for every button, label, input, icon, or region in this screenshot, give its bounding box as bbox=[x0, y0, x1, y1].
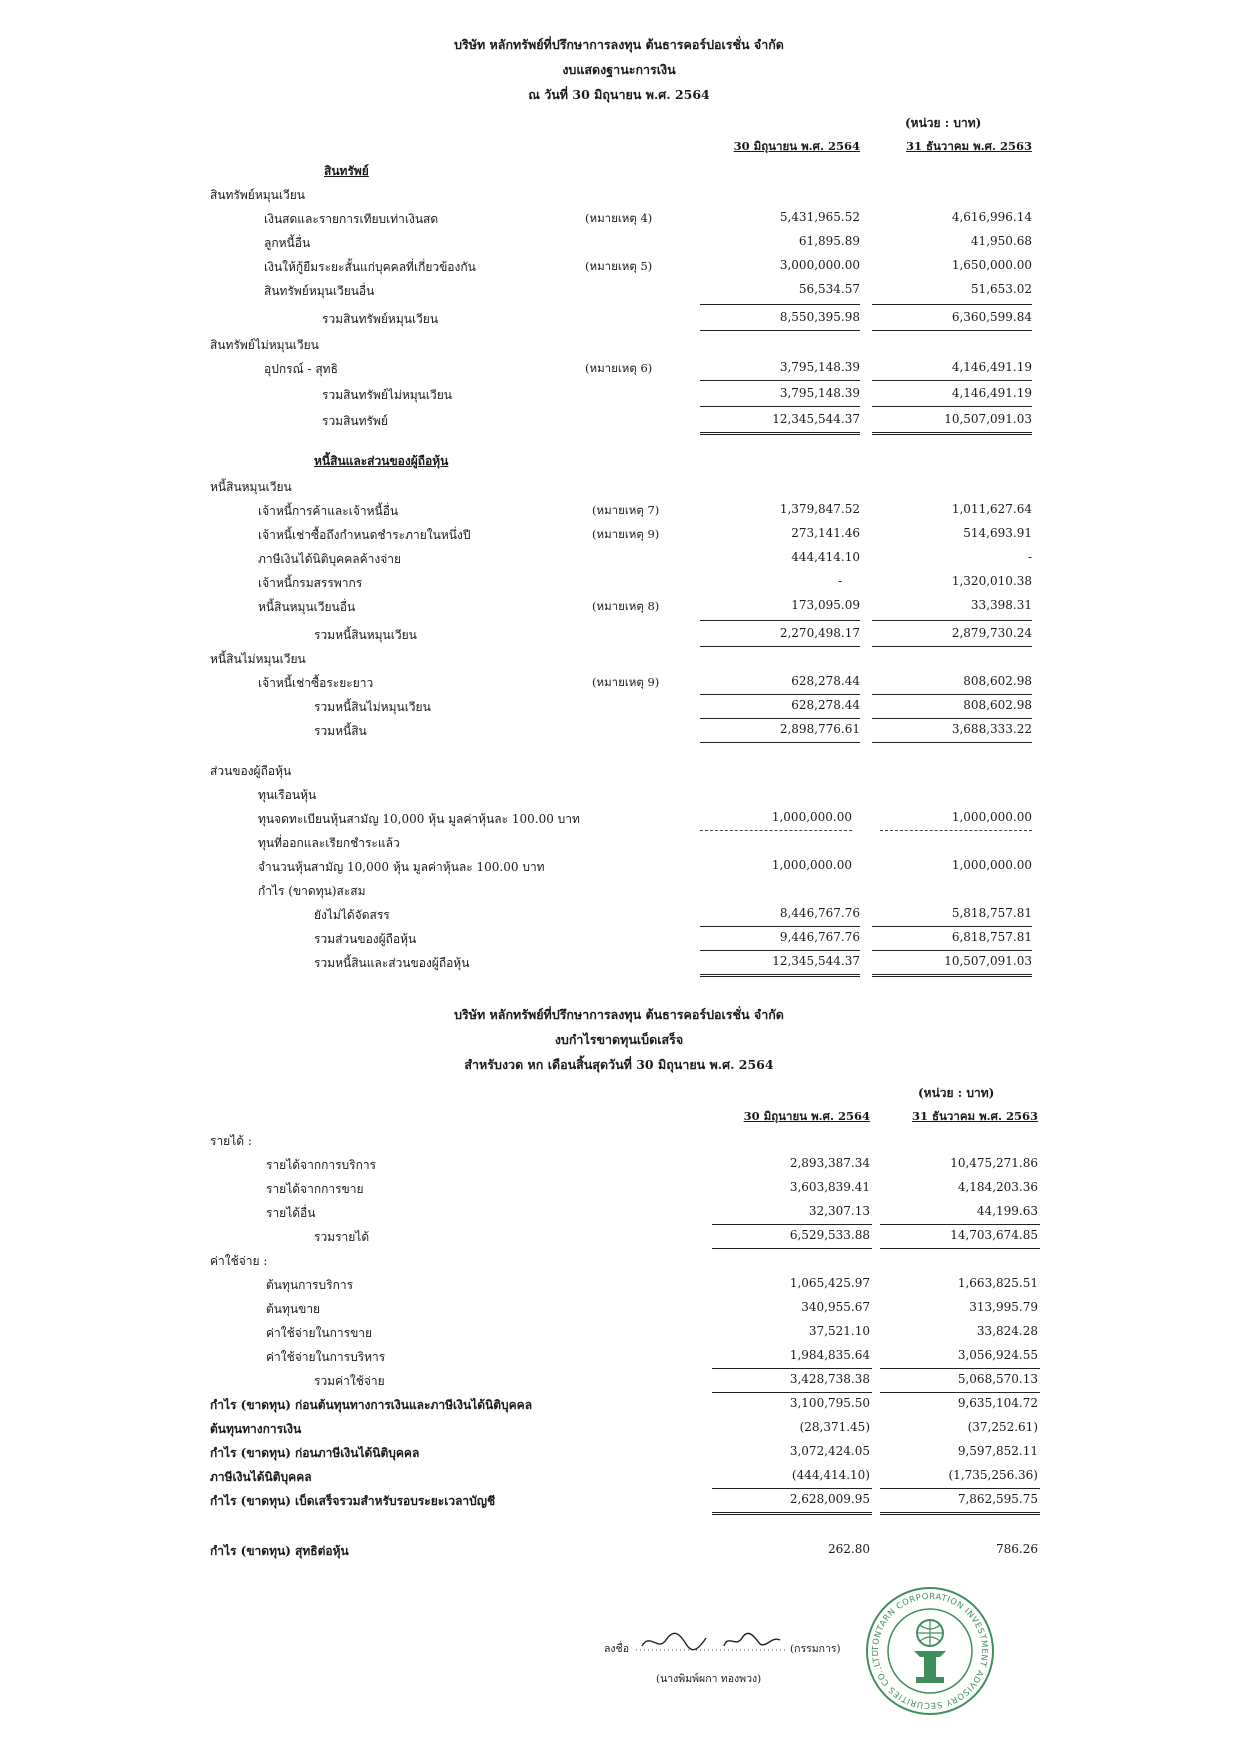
table-row bbox=[0, 878, 1238, 902]
row-value-2563: 1,011,627.64 bbox=[951, 502, 1032, 516]
row-label: ภาษีเงินได้นิติบุคคลค้างจ่าย bbox=[258, 552, 401, 566]
row-value-2563: 9,597,852.11 bbox=[957, 1444, 1038, 1458]
row-value-2563: 9,635,104.72 bbox=[957, 1396, 1038, 1410]
row-value-2563: 2,879,730.24 bbox=[951, 626, 1032, 640]
row-label: รวมค่าใช้จ่าย bbox=[314, 1374, 385, 1388]
total-double-rule bbox=[872, 432, 1032, 435]
row-value-2563: 1,650,000.00 bbox=[951, 258, 1032, 272]
row-value-2563: 5,068,570.13 bbox=[957, 1372, 1038, 1386]
company-name: บริษัท หลักทรัพย์ที่ปรึกษาการลงทุน ต้นธารคอร์ปอเรชั่น จำกัด bbox=[454, 37, 784, 52]
row-value-2564: 2,893,387.34 bbox=[789, 1156, 870, 1170]
row-value-2564: 3,795,148.39 bbox=[779, 360, 860, 374]
row-label: ทุนจดทะเบียนหุ้นสามัญ 10,000 หุ้น มูลค่าหุ้นละ 100.00 บาท bbox=[258, 812, 580, 826]
seal-lettering: TONTARN CORPORATION INVESTMENT ADVISORY SECURITIES CO.,LTD bbox=[869, 1590, 991, 1712]
row-value-2564: 1,065,425.97 bbox=[789, 1276, 870, 1290]
row-label: รายได้จากการขาย bbox=[266, 1182, 364, 1196]
row-label: รวมสินทรัพย์ไม่หมุนเวียน bbox=[322, 388, 452, 402]
row-value-2563: 10,475,271.86 bbox=[950, 1156, 1038, 1170]
row-label: ค่าใช้จ่ายในการบริหาร bbox=[266, 1350, 386, 1364]
table-row bbox=[0, 926, 1238, 950]
row-value-2563: 41,950.68 bbox=[970, 234, 1032, 248]
row-value-2564: 1,984,835.64 bbox=[789, 1348, 870, 1362]
statement-date: ณ วันที่ 30 มิถุนายน พ.ศ. 2564 bbox=[528, 87, 710, 102]
table-row bbox=[0, 1440, 1238, 1464]
row-value-2564: 3,072,424.05 bbox=[789, 1444, 870, 1458]
row-label: อุปกรณ์ - สุทธิ bbox=[264, 362, 338, 376]
row-label: รายได้จากการบริการ bbox=[266, 1158, 377, 1172]
table-row bbox=[0, 1392, 1238, 1416]
table-row bbox=[0, 522, 1238, 546]
row-label: ยังไม่ได้จัดสรร bbox=[314, 908, 390, 922]
table-row bbox=[0, 1296, 1238, 1320]
table-row bbox=[0, 1416, 1238, 1440]
row-value-2564: 1,379,847.52 bbox=[779, 502, 860, 516]
row-value-2564: 12,345,544.37 bbox=[772, 954, 860, 968]
row-value-2563: 3,056,924.55 bbox=[957, 1348, 1038, 1362]
table-row bbox=[0, 694, 1238, 718]
row-value-2564: 2,898,776.61 bbox=[779, 722, 860, 736]
row-label: รวมส่วนของผู้ถือหุ้น bbox=[314, 932, 417, 946]
row-value-2563: 10,507,091.03 bbox=[944, 412, 1032, 426]
subtotal-rule bbox=[700, 330, 860, 331]
total-double-rule bbox=[700, 432, 860, 435]
row-label: รวมสินทรัพย์หมุนเวียน bbox=[322, 312, 439, 326]
balance-sheet-header bbox=[0, 32, 1238, 107]
row-value-2564: 1,000,000.00 bbox=[771, 858, 852, 872]
total-double-rule bbox=[872, 974, 1032, 977]
row-label: ภาษีเงินได้นิติบุคคล bbox=[210, 1470, 312, 1484]
table-row bbox=[0, 718, 1238, 742]
row-value-2564: 3,100,795.50 bbox=[789, 1396, 870, 1410]
table-row bbox=[0, 382, 1238, 406]
row-note: (หมายเหตุ 5) bbox=[585, 259, 653, 273]
row-value-2563: 6,818,757.81 bbox=[951, 930, 1032, 944]
table-row bbox=[0, 1128, 1238, 1152]
row-value-2564: 5,431,965.52 bbox=[779, 210, 860, 224]
row-note: (หมายเหตุ 6) bbox=[585, 361, 653, 375]
table-row bbox=[0, 1200, 1238, 1224]
row-label: รวมหนี้สินหมุนเวียน bbox=[314, 628, 417, 642]
row-label: เจ้าหนี้การค้าและเจ้าหนี้อื่น bbox=[258, 504, 399, 518]
row-value-2564: 9,446,767.76 bbox=[779, 930, 860, 944]
table-row bbox=[0, 408, 1238, 432]
row-value-2564: 12,345,544.37 bbox=[772, 412, 860, 426]
table-row bbox=[0, 950, 1238, 974]
row-label: กำไร (ขาดทุน) เบ็ดเสร็จรวมสำหรับรอบระยะเวลาบัญชี bbox=[210, 1494, 496, 1508]
table-row bbox=[0, 1272, 1238, 1296]
row-value-2564: 56,534.57 bbox=[798, 282, 860, 296]
table-row bbox=[0, 594, 1238, 618]
subtotal-rule bbox=[872, 330, 1032, 331]
subtotal-rule bbox=[700, 620, 860, 621]
row-value-2564: 6,529,533.88 bbox=[789, 1228, 870, 1242]
row-note: (หมายเหตุ 9) bbox=[592, 675, 660, 689]
row-note: (หมายเหตุ 7) bbox=[592, 503, 660, 517]
row-label: กำไร (ขาดทุน) ก่อนต้นทุนทางการเงินและภาษีเงินได้นิติบุคคล bbox=[210, 1398, 533, 1412]
row-value-2563: 1,000,000.00 bbox=[951, 858, 1032, 872]
table-row bbox=[0, 1224, 1238, 1248]
row-label: จำนวนหุ้นสามัญ 10,000 หุ้น มูลค่าหุ้นละ 100.00 บาท bbox=[258, 860, 545, 874]
table-row bbox=[0, 622, 1238, 646]
table-row bbox=[0, 182, 1238, 206]
row-value-2563: (1,735,256.36) bbox=[948, 1468, 1038, 1482]
liabilities-heading: หนี้สินและส่วนของผู้ถือหุ้น bbox=[314, 454, 449, 468]
statement-title: งบกำไรขาดทุนเบ็ดเสร็จ bbox=[554, 1032, 684, 1047]
company-seal-icon bbox=[864, 1585, 996, 1717]
subtotal-rule bbox=[872, 620, 1032, 621]
row-value-2564: 3,603,839.41 bbox=[789, 1180, 870, 1194]
row-value-2564: (444,414.10) bbox=[791, 1468, 870, 1482]
subtotal-rule bbox=[872, 380, 1032, 381]
subtotal-rule bbox=[700, 380, 860, 381]
row-value-2563: 44,199.63 bbox=[976, 1204, 1038, 1218]
table-row bbox=[0, 306, 1238, 330]
total-double-rule bbox=[712, 1512, 872, 1515]
table-row bbox=[0, 206, 1238, 230]
row-value-2563: 51,653.02 bbox=[970, 282, 1032, 296]
row-value-2564: 3,795,148.39 bbox=[779, 386, 860, 400]
row-label: รวมรายได้ bbox=[314, 1230, 370, 1244]
table-row bbox=[0, 332, 1238, 356]
table-row bbox=[0, 1320, 1238, 1344]
table-row bbox=[0, 1344, 1238, 1368]
row-label: หนี้สินหมุนเวียน bbox=[210, 480, 292, 494]
row-label: สินทรัพย์หมุนเวียนอื่น bbox=[264, 284, 375, 298]
table-row bbox=[0, 758, 1238, 782]
row-value-2563: 6,360,599.84 bbox=[951, 310, 1032, 324]
row-label: รายได้อื่น bbox=[266, 1206, 316, 1220]
row-value-2563: 1,663,825.51 bbox=[957, 1276, 1038, 1290]
row-label: หนี้สินหมุนเวียนอื่น bbox=[258, 600, 356, 614]
subtotal-rule bbox=[700, 304, 860, 305]
column-header-2564: 30 มิถุนายน พ.ศ. 2564 bbox=[733, 139, 860, 153]
row-value-2563: 4,616,996.14 bbox=[951, 210, 1032, 224]
row-value-2564: 3,428,738.38 bbox=[789, 1372, 870, 1386]
column-header-2564: 30 มิถุนายน พ.ศ. 2564 bbox=[743, 1109, 870, 1123]
row-label: ส่วนของผู้ถือหุ้น bbox=[210, 764, 292, 778]
row-label: ค่าใช้จ่ายในการขาย bbox=[266, 1326, 373, 1340]
row-label: รวมหนี้สินไม่หมุนเวียน bbox=[314, 700, 431, 714]
row-label: สินทรัพย์หมุนเวียน bbox=[210, 188, 305, 202]
row-label: เจ้าหนี้เช่าซื้อระยะยาว bbox=[258, 676, 374, 690]
table-row bbox=[0, 278, 1238, 302]
table-row bbox=[0, 356, 1238, 380]
assets-heading: สินทรัพย์ bbox=[324, 164, 369, 178]
row-label: กำไร (ขาดทุน) สุทธิต่อหุ้น bbox=[210, 1544, 349, 1558]
row-label: ทุนที่ออกและเรียกชำระแล้ว bbox=[258, 836, 400, 850]
row-label: กำไร (ขาดทุน) ก่อนภาษีเงินได้นิติบุคคล bbox=[210, 1446, 420, 1460]
row-value-2563: (37,252.61) bbox=[967, 1420, 1038, 1434]
subtotal-rule bbox=[700, 406, 860, 407]
signer-name: (นางพิมพ์ผกา ทองพวง) bbox=[656, 1673, 762, 1685]
table-row bbox=[0, 806, 1238, 830]
row-value-2563: 14,703,674.85 bbox=[950, 1228, 1038, 1242]
row-label: เจ้าหนี้กรมสรรพากร bbox=[258, 576, 363, 590]
row-value-2564: 3,000,000.00 bbox=[779, 258, 860, 272]
row-value-2563: 4,184,203.36 bbox=[957, 1180, 1038, 1194]
row-label: ลูกหนี้อื่น bbox=[264, 236, 311, 250]
row-label: รวมสินทรัพย์ bbox=[322, 414, 388, 428]
row-label: เงินสดและรายการเทียบเท่าเงินสด bbox=[264, 212, 439, 226]
unit-label: (หน่วย : บาท) bbox=[918, 1086, 995, 1100]
row-label: สินทรัพย์ไม่หมุนเวียน bbox=[210, 338, 319, 352]
table-row bbox=[0, 1248, 1238, 1272]
row-label: เจ้าหนี้เช่าซื้อถึงกำหนดชำระภายในหนึ่งปี bbox=[258, 528, 471, 542]
row-value-2563: 1,000,000.00 bbox=[951, 810, 1032, 824]
row-value-2563: 514,693.91 bbox=[963, 526, 1032, 540]
table-row bbox=[0, 830, 1238, 854]
row-value-2564: 61,895.89 bbox=[798, 234, 860, 248]
income-statement-header bbox=[0, 1002, 1238, 1077]
table-row bbox=[0, 474, 1238, 498]
row-value-2563: 1,320,010.38 bbox=[951, 574, 1032, 588]
table-row bbox=[0, 570, 1238, 594]
row-value-2564: 32,307.13 bbox=[808, 1204, 870, 1218]
row-label: หนี้สินไม่หมุนเวียน bbox=[210, 652, 306, 666]
row-label: เงินให้กู้ยืมระยะสั้นแก่บุคคลที่เกี่ยวข้องกัน bbox=[264, 260, 476, 274]
row-value-2564: 2,270,498.17 bbox=[779, 626, 860, 640]
row-value-2564: 8,446,767.76 bbox=[779, 906, 860, 920]
table-row bbox=[0, 1176, 1238, 1200]
table-row bbox=[0, 1538, 1238, 1562]
subtotal-rule bbox=[872, 304, 1032, 305]
row-label: รวมหนี้สินและส่วนของผู้ถือหุ้น bbox=[314, 956, 470, 970]
table-row bbox=[0, 854, 1238, 878]
row-value-2563: 313,995.79 bbox=[969, 1300, 1038, 1314]
row-value-2564: 173,095.09 bbox=[791, 598, 860, 612]
row-value-2563: 808,602.98 bbox=[963, 698, 1032, 712]
handwritten-signature bbox=[636, 1626, 786, 1656]
total-double-rule bbox=[880, 1512, 1040, 1515]
column-header-2563: 31 ธันวาคม พ.ศ. 2563 bbox=[912, 1109, 1038, 1123]
subtotal-rule bbox=[872, 742, 1032, 743]
row-value-2564: 2,628,009.95 bbox=[789, 1492, 870, 1506]
row-note: (หมายเหตุ 4) bbox=[585, 211, 653, 225]
unit-label: (หน่วย : บาท) bbox=[905, 116, 982, 130]
subtotal-rule bbox=[700, 742, 860, 743]
table-row bbox=[0, 230, 1238, 254]
row-note: (หมายเหตุ 8) bbox=[592, 599, 660, 613]
row-label: รวมหนี้สิน bbox=[314, 724, 367, 738]
table-row bbox=[0, 546, 1238, 570]
table-row bbox=[0, 782, 1238, 806]
row-value-2563: 808,602.98 bbox=[963, 674, 1032, 688]
row-value-2563: 3,688,333.22 bbox=[951, 722, 1032, 736]
table-row bbox=[0, 646, 1238, 670]
row-value-2564: - bbox=[837, 574, 842, 588]
row-value-2564: 262.80 bbox=[828, 1542, 870, 1556]
row-value-2564: 444,414.10 bbox=[791, 550, 860, 564]
row-label: กำไร (ขาดทุน)สะสม bbox=[258, 884, 366, 898]
statement-period: สำหรับงวด หก เดือนสิ้นสุดวันที่ 30 มิถุนายน พ.ศ. 2564 bbox=[464, 1057, 774, 1072]
row-value-2564: 628,278.44 bbox=[791, 674, 860, 688]
table-row bbox=[0, 498, 1238, 522]
row-value-2564: (28,371.45) bbox=[799, 1420, 870, 1434]
subtotal-rule bbox=[872, 406, 1032, 407]
table-row bbox=[0, 1488, 1238, 1512]
row-value-2564: 340,955.67 bbox=[801, 1300, 870, 1314]
table-row bbox=[0, 254, 1238, 278]
statement-title: งบแสดงฐานะการเงิน bbox=[562, 62, 676, 77]
table-row bbox=[0, 902, 1238, 926]
row-value-2563: 33,824.28 bbox=[976, 1324, 1038, 1338]
row-label: ต้นทุนทางการเงิน bbox=[210, 1422, 302, 1436]
row-label: ต้นทุนขาย bbox=[266, 1302, 321, 1316]
row-value-2563: - bbox=[1027, 550, 1032, 564]
row-note: (หมายเหตุ 9) bbox=[592, 527, 660, 541]
row-value-2564: 1,000,000.00 bbox=[771, 810, 852, 824]
row-label: ทุนเรือนหุ้น bbox=[258, 788, 317, 802]
sign-prefix: ลงชื่อ bbox=[604, 1643, 629, 1655]
row-label: ค่าใช้จ่าย : bbox=[210, 1254, 268, 1268]
row-value-2563: 33,398.31 bbox=[970, 598, 1032, 612]
row-value-2564: 8,550,395.98 bbox=[779, 310, 860, 324]
total-double-rule bbox=[700, 974, 860, 977]
row-value-2563: 4,146,491.19 bbox=[951, 386, 1032, 400]
table-row bbox=[0, 670, 1238, 694]
row-value-2563: 4,146,491.19 bbox=[951, 360, 1032, 374]
row-value-2564: 628,278.44 bbox=[791, 698, 860, 712]
table-row bbox=[0, 1368, 1238, 1392]
row-label: ต้นทุนการบริการ bbox=[266, 1278, 354, 1292]
row-label: รายได้ : bbox=[210, 1134, 252, 1148]
company-name: บริษัท หลักทรัพย์ที่ปรึกษาการลงทุน ต้นธารคอร์ปอเรชั่น จำกัด bbox=[454, 1007, 784, 1022]
row-value-2563: 786.26 bbox=[996, 1542, 1038, 1556]
row-value-2563: 7,862,595.75 bbox=[957, 1492, 1038, 1506]
column-header-2563: 31 ธันวาคม พ.ศ. 2563 bbox=[906, 139, 1032, 153]
table-row bbox=[0, 1464, 1238, 1488]
row-value-2563: 5,818,757.81 bbox=[951, 906, 1032, 920]
table-row bbox=[0, 1152, 1238, 1176]
row-value-2564: 273,141.46 bbox=[791, 526, 860, 540]
signer-role: (กรรมการ) bbox=[790, 1643, 841, 1655]
row-value-2564: 37,521.10 bbox=[808, 1324, 870, 1338]
row-value-2563: 10,507,091.03 bbox=[944, 954, 1032, 968]
